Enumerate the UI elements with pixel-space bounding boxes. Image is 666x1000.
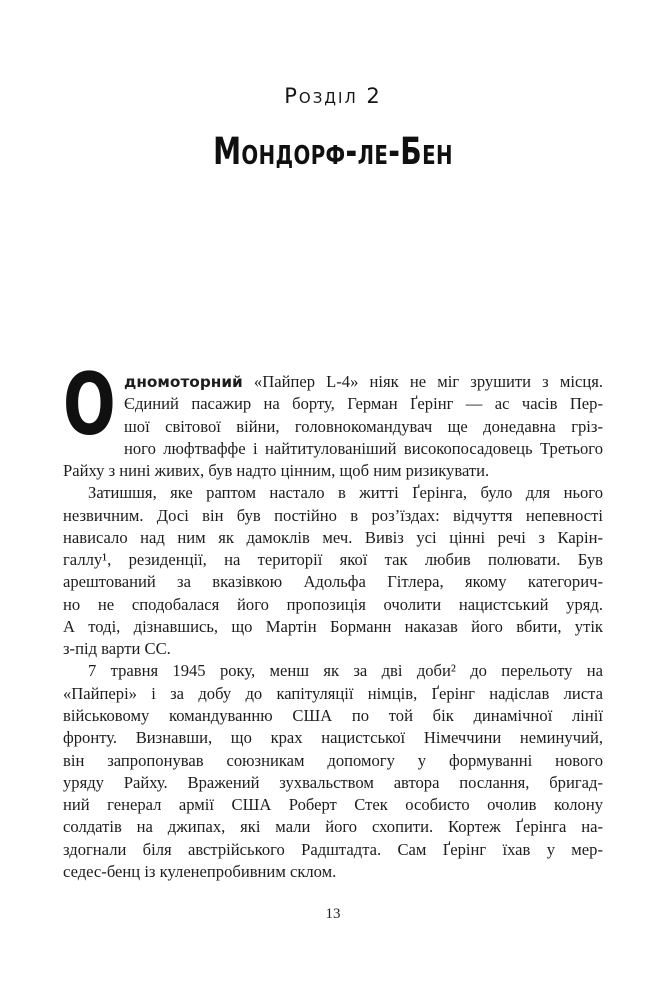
text-line — [124, 371, 603, 393]
text-line: седес-бенц із куленепробивним склом. — [63, 861, 337, 881]
text-line: здогнали біля австрійського Радштадта. Сам Ґерінг їхав у мер- — [63, 839, 603, 859]
page-title: Мондорф-ле-Бен — [213, 130, 453, 173]
text-line: ного люфтваффе і найтитулованіший високопосадовець Третього — [124, 438, 603, 458]
paragraph — [63, 660, 603, 883]
paragraph — [63, 482, 603, 660]
text-line: А тоді, дізнавшись, що Мартін Борманн наказав його вбити, утік — [63, 616, 603, 636]
text-line: Затишшя, яке раптом настало в житті Ґерінга, було для нього — [88, 483, 603, 503]
text-line: Єдиний пасажир на борту, Герман Ґерінг — ас часів Пер- — [124, 394, 603, 414]
text-line: ний генерал армії США Роберт Стек особисто очолив колону — [63, 795, 603, 815]
drop-cap: О — [63, 355, 116, 455]
text-line: шої світової війни, головнокомандувач ще донедавна гріз- — [124, 416, 603, 436]
page-number: 13 — [325, 906, 341, 922]
text-line: нависало над ним як дамоклів меч. Вивіз усі цінні речі з Карін- — [63, 527, 603, 547]
chapter-label: Розділ 2 — [284, 84, 382, 108]
body-text — [63, 355, 603, 883]
text-line: но не сподобалася його пропозиція очолити нацистський уряд. — [63, 594, 603, 614]
text-line: військовому командуванню США по той бік динамічної лінії — [63, 705, 603, 725]
text-line: уряду Райху. Вражений зухвальством автора послання, бригад- — [63, 772, 603, 792]
text-line: «Пайпері» і за добу до капітуляції німців, Ґерінг надіслав листа — [63, 683, 603, 703]
text-line: фронту. Визнавши, що крах нацистської Німеччини неминучий, — [63, 728, 603, 748]
text-segment: «Пайпер L-4» ніяк не міг зрушити з місця. — [253, 372, 603, 391]
text-line: 7 травня 1945 року, менш як за дві доби² до перельоту на — [88, 661, 603, 681]
text-line: солдатів на джипах, які мали його схопити. Кортеж Ґерінга на- — [63, 817, 603, 837]
text-line: Райху з нині живих, був надто цінним, щоб ним ризикувати. — [63, 461, 490, 481]
lead-word: дномоторний — [124, 373, 243, 391]
text-line: галлу¹, резиденції, на території якої так любив полювати. Був — [63, 550, 603, 570]
text-line: незвичним. Досі він був постійно в роз’їздах: відчуття непевності — [63, 505, 603, 525]
text-line: він запропонував союзникам допомогу у формуванні нового — [63, 750, 603, 770]
paragraph — [63, 355, 603, 482]
text-line: арештований за вказівкою Адольфа Гітлера, якому категорич- — [63, 572, 603, 592]
text-line: з-під варти СС. — [63, 639, 171, 659]
